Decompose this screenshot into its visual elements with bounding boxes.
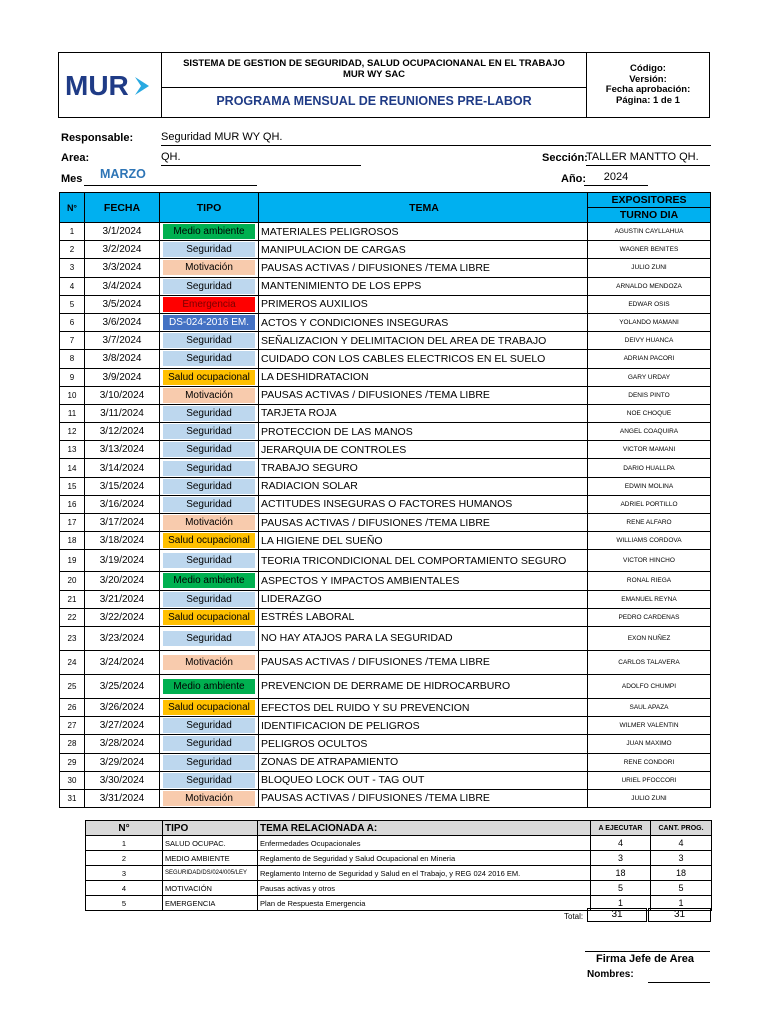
summary-header-n: N°	[86, 821, 163, 836]
row-fecha: 3/17/2024	[85, 514, 160, 532]
row-tipo-cell	[160, 259, 259, 277]
header-n: N°	[60, 193, 85, 223]
row-tipo-cell	[160, 386, 259, 404]
tipo-badge: Seguridad	[163, 333, 255, 348]
row-number: 8	[60, 350, 85, 368]
row-expositor: ADOLFO CHUMPI	[588, 674, 711, 698]
row-number: 11	[60, 404, 85, 422]
summary-row	[86, 866, 712, 881]
row-number: 14	[60, 459, 85, 477]
row-fecha: 3/29/2024	[85, 753, 160, 771]
row-fecha: 3/22/2024	[85, 608, 160, 626]
row-number: 7	[60, 332, 85, 350]
row-tipo-cell	[160, 514, 259, 532]
row-tipo-cell	[160, 532, 259, 550]
row-fecha: 3/6/2024	[85, 313, 160, 331]
row-fecha: 3/19/2024	[85, 550, 160, 572]
row-tema: MATERIALES PELIGROSOS	[259, 223, 588, 241]
total-ejecutar: 31	[587, 908, 647, 922]
row-tipo-cell	[160, 771, 259, 789]
table-row	[60, 608, 711, 626]
summary-table	[85, 820, 712, 911]
summary-prog: 3	[651, 851, 712, 866]
document-control-info: Código: Versión: Fecha aprobación: Página: 1 de 1	[605, 63, 691, 106]
row-tipo-cell	[160, 717, 259, 735]
row-expositor: ANGEL COAQUIRA	[588, 423, 711, 441]
table-row	[60, 386, 711, 404]
tipo-badge: Medio ambiente	[163, 679, 255, 694]
row-tema: MANTENIMIENTO DE LOS EPPS	[259, 277, 588, 295]
row-tema: TEORIA TRICONDICIONAL DEL COMPORTAMIENTO SEGURO	[259, 550, 588, 572]
row-tema: PROTECCION DE LAS MANOS	[259, 423, 588, 441]
row-number: 13	[60, 441, 85, 459]
anio-label: Año:	[561, 173, 587, 185]
row-tipo-cell	[160, 223, 259, 241]
tipo-badge: Motivación	[163, 515, 255, 530]
row-tema: IDENTIFICACION DE PELIGROS	[259, 717, 588, 735]
summary-ejecutar: 4	[591, 836, 651, 851]
row-fecha: 3/10/2024	[85, 386, 160, 404]
row-expositor: ARNALDO MENDOZA	[588, 277, 711, 295]
tipo-badge: Salud ocupacional	[163, 610, 255, 625]
mur-logo-icon	[63, 65, 155, 105]
row-fecha: 3/26/2024	[85, 698, 160, 716]
row-tema: PAUSAS ACTIVAS / DIFUSIONES /TEMA LIBRE	[259, 259, 588, 277]
row-tema: PAUSAS ACTIVAS / DIFUSIONES /TEMA LIBRE	[259, 514, 588, 532]
table-row	[60, 572, 711, 590]
row-number: 23	[60, 626, 85, 650]
area-field[interactable]: QH.	[161, 151, 361, 166]
row-tipo-cell	[160, 753, 259, 771]
row-fecha: 3/28/2024	[85, 735, 160, 753]
row-fecha: 3/4/2024	[85, 277, 160, 295]
row-number: 19	[60, 550, 85, 572]
tipo-badge: Seguridad	[163, 773, 255, 788]
summary-n: 1	[86, 836, 163, 851]
row-tema: ZONAS DE ATRAPAMIENTO	[259, 753, 588, 771]
tipo-badge: Seguridad	[163, 736, 255, 751]
row-tema: LA DESHIDRATACION	[259, 368, 588, 386]
row-tema: PRIMEROS AUXILIOS	[259, 295, 588, 313]
row-tipo-cell	[160, 368, 259, 386]
row-fecha: 3/21/2024	[85, 590, 160, 608]
row-tema: TRABAJO SEGURO	[259, 459, 588, 477]
table-row	[60, 223, 711, 241]
summary-header-ejecutar: A EJECUTAR	[591, 821, 651, 836]
program-table	[59, 192, 711, 808]
tipo-badge: Seguridad	[163, 424, 255, 439]
row-number: 27	[60, 717, 85, 735]
table-row	[60, 789, 711, 807]
nombres-line[interactable]	[648, 982, 710, 983]
row-number: 9	[60, 368, 85, 386]
row-tema: PREVENCION DE DERRAME DE HIDROCARBURO	[259, 674, 588, 698]
row-tipo-cell	[160, 735, 259, 753]
seccion-label: Sección:	[542, 152, 588, 164]
row-number: 2	[60, 241, 85, 259]
row-tema: LIDERAZGO	[259, 590, 588, 608]
summary-n: 5	[86, 896, 163, 911]
table-row	[60, 332, 711, 350]
row-tipo-cell	[160, 650, 259, 674]
row-fecha: 3/16/2024	[85, 495, 160, 513]
row-number: 30	[60, 771, 85, 789]
row-expositor: DENIS PINTO	[588, 386, 711, 404]
tipo-badge: Seguridad	[163, 406, 255, 421]
table-row	[60, 313, 711, 331]
area-label: Area:	[61, 152, 90, 164]
row-expositor: SAUL APAZA	[588, 698, 711, 716]
summary-tema: Enfermedades Ocupacionales	[258, 836, 591, 851]
row-expositor: VICTOR HINCHO	[588, 550, 711, 572]
header-expositores: EXPOSITORES	[588, 193, 711, 208]
tipo-badge: Motivación	[163, 388, 255, 403]
row-number: 18	[60, 532, 85, 550]
summary-n: 4	[86, 881, 163, 896]
row-tema: PELIGROS OCULTOS	[259, 735, 588, 753]
tipo-badge: Seguridad	[163, 631, 255, 646]
row-number: 28	[60, 735, 85, 753]
row-tipo-cell	[160, 441, 259, 459]
row-tipo-cell	[160, 459, 259, 477]
row-fecha: 3/7/2024	[85, 332, 160, 350]
row-expositor: EMANUEL REYNA	[588, 590, 711, 608]
table-row	[60, 514, 711, 532]
row-expositor: JULIO ZUNI	[588, 259, 711, 277]
row-number: 3	[60, 259, 85, 277]
row-tipo-cell	[160, 608, 259, 626]
tipo-badge: Seguridad	[163, 718, 255, 733]
summary-tipo: SEGURIDAD/DS/024/005/LEY	[163, 866, 258, 881]
row-tipo-cell	[160, 350, 259, 368]
table-row	[60, 477, 711, 495]
summary-prog: 1	[651, 896, 712, 911]
svg-text:MUR: MUR	[65, 70, 129, 101]
row-expositor: YOLANDO MAMANI	[588, 313, 711, 331]
row-fecha: 3/24/2024	[85, 650, 160, 674]
table-row	[60, 717, 711, 735]
row-expositor: CARLOS TALAVERA	[588, 650, 711, 674]
row-expositor: ADRIEL PORTILLO	[588, 495, 711, 513]
seccion-field[interactable]: TALLER MANTTO QH.	[586, 151, 710, 166]
responsable-field[interactable]: Seguridad MUR WY QH.	[161, 131, 711, 146]
nombres-label: Nombres:	[587, 969, 634, 980]
table-row	[60, 532, 711, 550]
row-tipo-cell	[160, 477, 259, 495]
tipo-badge: Medio ambiente	[163, 224, 255, 239]
row-expositor: ADRIAN PACORI	[588, 350, 711, 368]
row-tema: EFECTOS DEL RUIDO Y SU PREVENCION	[259, 698, 588, 716]
tipo-badge: Seguridad	[163, 461, 255, 476]
row-tema: BLOQUEO LOCK OUT - TAG OUT	[259, 771, 588, 789]
table-row	[60, 350, 711, 368]
row-tema: MANIPULACION DE CARGAS	[259, 241, 588, 259]
tipo-badge: Motivación	[163, 260, 255, 275]
tipo-badge: Seguridad	[163, 442, 255, 457]
table-row	[60, 626, 711, 650]
header-turno-dia: TURNO DIA	[588, 208, 711, 223]
row-number: 26	[60, 698, 85, 716]
row-expositor: EDWIN MOLINA	[588, 477, 711, 495]
tipo-badge: Seguridad	[163, 592, 255, 607]
table-row	[60, 495, 711, 513]
tipo-badge: Salud ocupacional	[163, 370, 255, 385]
row-expositor: VICTOR MAMANI	[588, 441, 711, 459]
responsable-label: Responsable:	[61, 132, 134, 144]
tipo-badge: Emergencia	[163, 297, 255, 312]
summary-ejecutar: 5	[591, 881, 651, 896]
row-tema: LA HIGIENE DEL SUEÑO	[259, 532, 588, 550]
row-fecha: 3/14/2024	[85, 459, 160, 477]
table-row	[60, 590, 711, 608]
table-row	[60, 735, 711, 753]
row-expositor: JULIO ZUNI	[588, 789, 711, 807]
tipo-badge: Motivación	[163, 655, 255, 670]
summary-ejecutar: 3	[591, 851, 651, 866]
row-fecha: 3/13/2024	[85, 441, 160, 459]
row-expositor: AGUSTIN CAYLLAHUA	[588, 223, 711, 241]
row-tipo-cell	[160, 698, 259, 716]
row-number: 29	[60, 753, 85, 771]
row-expositor: EDWAR OSIS	[588, 295, 711, 313]
summary-tema: Reglamento de Seguridad y Salud Ocupacional en Mineria	[258, 851, 591, 866]
firma-label: Firma Jefe de Area	[596, 953, 695, 965]
table-row	[60, 674, 711, 698]
tipo-badge: Seguridad	[163, 242, 255, 257]
summary-row	[86, 851, 712, 866]
row-tema: ACTITUDES INSEGURAS O FACTORES HUMANOS	[259, 495, 588, 513]
row-fecha: 3/25/2024	[85, 674, 160, 698]
row-tema: SEÑALIZACION Y DELIMITACION DEL AREA DE TRABAJO	[259, 332, 588, 350]
row-number: 12	[60, 423, 85, 441]
summary-tema: Plan de Respuesta Emergencia	[258, 896, 591, 911]
table-row	[60, 295, 711, 313]
row-tema: PAUSAS ACTIVAS / DIFUSIONES /TEMA LIBRE	[259, 789, 588, 807]
row-fecha: 3/20/2024	[85, 572, 160, 590]
summary-prog: 5	[651, 881, 712, 896]
table-row	[60, 550, 711, 572]
summary-tipo: MOTIVACIÓN	[163, 881, 258, 896]
header-fecha: FECHA	[85, 193, 160, 223]
summary-tipo: EMERGENCIA	[163, 896, 258, 911]
row-number: 5	[60, 295, 85, 313]
summary-n: 3	[86, 866, 163, 881]
tipo-badge: Seguridad	[163, 279, 255, 294]
summary-tipo: MEDIO AMBIENTE	[163, 851, 258, 866]
row-tipo-cell	[160, 495, 259, 513]
row-fecha: 3/15/2024	[85, 477, 160, 495]
row-tipo-cell	[160, 404, 259, 422]
header-system-title: SISTEMA DE GESTION DE SEGURIDAD, SALUD OCUPACIONANAL EN EL TRABAJO MUR WY SAC	[183, 58, 565, 80]
row-tema: NO HAY ATAJOS PARA LA SEGURIDAD	[259, 626, 588, 650]
row-number: 31	[60, 789, 85, 807]
document-title: PROGRAMA MENSUAL DE REUNIONES PRE-LABOR	[216, 94, 532, 108]
tipo-badge: Medio ambiente	[163, 573, 255, 588]
table-row	[60, 423, 711, 441]
row-expositor: DARIO HUALLPA	[588, 459, 711, 477]
mes-label: Mes	[61, 173, 83, 185]
row-expositor: WAGNER BENITES	[588, 241, 711, 259]
row-expositor: PEDRO CARDENAS	[588, 608, 711, 626]
row-fecha: 3/23/2024	[85, 626, 160, 650]
row-tema: PAUSAS ACTIVAS / DIFUSIONES /TEMA LIBRE	[259, 386, 588, 404]
row-tipo-cell	[160, 295, 259, 313]
row-expositor: DEIVY HUANCA	[588, 332, 711, 350]
summary-header-prog: CANT. PROG.	[651, 821, 712, 836]
row-tipo-cell	[160, 626, 259, 650]
table-row	[60, 753, 711, 771]
row-tema: RADIACION SOLAR	[259, 477, 588, 495]
summary-ejecutar: 1	[591, 896, 651, 911]
row-fecha: 3/30/2024	[85, 771, 160, 789]
tipo-badge: Seguridad	[163, 479, 255, 494]
tipo-badge: Seguridad	[163, 755, 255, 770]
row-expositor: WILLIAMS CORDOVA	[588, 532, 711, 550]
mes-field[interactable]: MARZO	[100, 167, 146, 181]
row-fecha: 3/11/2024	[85, 404, 160, 422]
row-tipo-cell	[160, 423, 259, 441]
row-tipo-cell	[160, 590, 259, 608]
tipo-badge: Salud ocupacional	[163, 700, 255, 715]
header-divider	[161, 87, 587, 88]
summary-ejecutar: 18	[591, 866, 651, 881]
row-number: 25	[60, 674, 85, 698]
row-tema: JERARQUIA DE CONTROLES	[259, 441, 588, 459]
row-tema: ASPECTOS Y IMPACTOS AMBIENTALES	[259, 572, 588, 590]
table-row	[60, 259, 711, 277]
row-tema: PAUSAS ACTIVAS / DIFUSIONES /TEMA LIBRE	[259, 650, 588, 674]
row-tipo-cell	[160, 313, 259, 331]
tipo-badge: Salud ocupacional	[163, 533, 255, 548]
row-fecha: 3/12/2024	[85, 423, 160, 441]
tipo-badge: DS-024-2016 EM.	[163, 315, 255, 330]
row-fecha: 3/5/2024	[85, 295, 160, 313]
summary-header-tipo: TIPO	[163, 821, 258, 836]
summary-n: 2	[86, 851, 163, 866]
row-expositor: GARY URDAY	[588, 368, 711, 386]
row-tipo-cell	[160, 572, 259, 590]
table-row	[60, 698, 711, 716]
tipo-badge: Motivación	[163, 791, 255, 806]
row-number: 4	[60, 277, 85, 295]
row-number: 20	[60, 572, 85, 590]
row-tipo-cell	[160, 674, 259, 698]
row-expositor: NOE CHOQUE	[588, 404, 711, 422]
table-row	[60, 241, 711, 259]
summary-prog: 18	[651, 866, 712, 881]
summary-tema: Reglamento Interno de Seguridad y Salud en el Trabajo, y REG 024 2016 EM.	[258, 866, 591, 881]
row-fecha: 3/8/2024	[85, 350, 160, 368]
table-row	[60, 459, 711, 477]
row-number: 22	[60, 608, 85, 626]
row-fecha: 3/18/2024	[85, 532, 160, 550]
row-number: 16	[60, 495, 85, 513]
row-tema: ACTOS Y CONDICIONES INSEGURAS	[259, 313, 588, 331]
row-number: 1	[60, 223, 85, 241]
row-fecha: 3/31/2024	[85, 789, 160, 807]
table-row	[60, 277, 711, 295]
row-tipo-cell	[160, 332, 259, 350]
row-expositor: RONAL RIEGA	[588, 572, 711, 590]
row-number: 6	[60, 313, 85, 331]
table-row	[60, 441, 711, 459]
table-row	[60, 404, 711, 422]
row-number: 17	[60, 514, 85, 532]
row-expositor: EXON NUÑEZ	[588, 626, 711, 650]
summary-tema: Pausas activas y otros	[258, 881, 591, 896]
summary-header-tema: TEMA RELACIONADA A:	[258, 821, 591, 836]
row-tipo-cell	[160, 789, 259, 807]
row-tipo-cell	[160, 241, 259, 259]
summary-tipo: SALUD OCUPAC.	[163, 836, 258, 851]
tipo-badge: Seguridad	[163, 497, 255, 512]
row-fecha: 3/3/2024	[85, 259, 160, 277]
header-tipo: TIPO	[160, 193, 259, 223]
row-tema: TARJETA ROJA	[259, 404, 588, 422]
row-number: 15	[60, 477, 85, 495]
row-fecha: 3/2/2024	[85, 241, 160, 259]
header-tema: TEMA	[259, 193, 588, 223]
summary-row	[86, 836, 712, 851]
row-number: 24	[60, 650, 85, 674]
summary-row	[86, 881, 712, 896]
summary-prog: 4	[651, 836, 712, 851]
row-expositor: WILMER VALENTIN	[588, 717, 711, 735]
table-row	[60, 771, 711, 789]
anio-field[interactable]: 2024	[584, 171, 648, 186]
row-tema: CUIDADO CON LOS CABLES ELECTRICOS EN EL SUELO	[259, 350, 588, 368]
total-prog: 31	[648, 908, 711, 922]
tipo-badge: Seguridad	[163, 553, 255, 568]
row-expositor: RENE CONDORI	[588, 753, 711, 771]
table-row	[60, 650, 711, 674]
row-number: 21	[60, 590, 85, 608]
company-logo	[59, 53, 159, 117]
total-label: Total:	[564, 912, 584, 921]
table-row	[60, 368, 711, 386]
row-number: 10	[60, 386, 85, 404]
row-tipo-cell	[160, 277, 259, 295]
row-expositor: URIEL PFOCCORI	[588, 771, 711, 789]
signature-line	[585, 951, 710, 952]
tipo-badge: Seguridad	[163, 351, 255, 366]
row-fecha: 3/9/2024	[85, 368, 160, 386]
row-expositor: RENE ALFARO	[588, 514, 711, 532]
row-fecha: 3/27/2024	[85, 717, 160, 735]
row-tema: ESTRÉS LABORAL	[259, 608, 588, 626]
row-expositor: JUAN MAXIMO	[588, 735, 711, 753]
row-fecha: 3/1/2024	[85, 223, 160, 241]
row-tipo-cell	[160, 550, 259, 572]
